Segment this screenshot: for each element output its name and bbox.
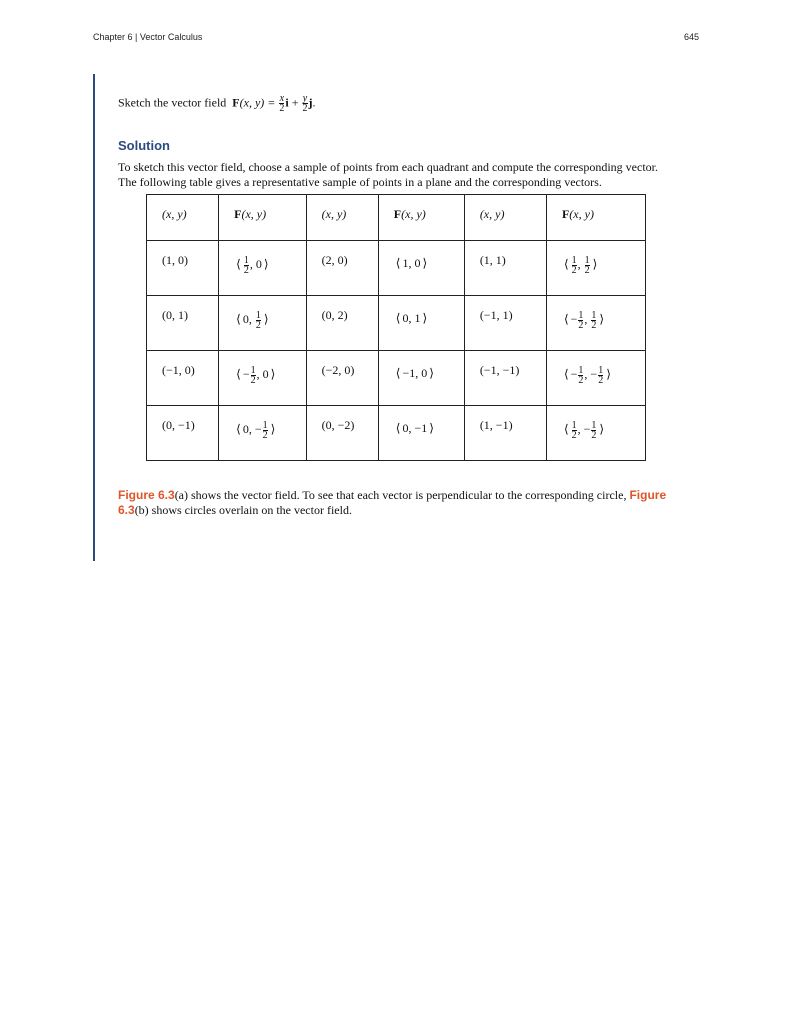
right-angle-bracket: ⟩ — [599, 422, 605, 437]
fraction-numerator: 1 — [591, 420, 597, 431]
fraction-x-over-2 — [279, 94, 284, 113]
table-header-cell — [546, 195, 645, 241]
fraction-numerator: 1 — [250, 365, 256, 376]
fraction-denominator: 2 — [591, 430, 597, 441]
fraction-denominator: 2 — [262, 430, 268, 441]
header-text: (x, y) — [321, 207, 347, 221]
left-angle-bracket: ⟨ — [236, 257, 241, 272]
point-cell — [147, 351, 219, 406]
vector-cell — [219, 406, 307, 461]
vector-value — [562, 420, 606, 441]
vector-value — [562, 310, 606, 331]
table-header-cell — [219, 195, 307, 241]
vector-sample-table — [146, 194, 646, 461]
vector-cell — [378, 241, 464, 296]
fraction-denominator: 2 — [591, 320, 597, 331]
vector-value — [234, 420, 277, 441]
fraction — [244, 256, 249, 275]
right-angle-bracket: ⟩ — [263, 312, 269, 327]
plus-sign: + — [291, 95, 299, 110]
point-cell — [306, 241, 378, 296]
right-angle-bracket: ⟩ — [606, 367, 611, 382]
left-angle-bracket: ⟨ — [236, 422, 241, 437]
left-angle-bracket: ⟨ — [395, 256, 401, 270]
vector-part-text: , − — [584, 367, 598, 382]
fraction — [598, 366, 603, 385]
table-row — [147, 296, 646, 351]
fraction-numerator: 1 — [584, 255, 590, 266]
fraction-numerator: 1 — [578, 365, 584, 376]
fraction-denominator: 2 — [279, 103, 285, 114]
table-header-cell — [306, 195, 378, 241]
point-text: (0, −1) — [162, 418, 195, 432]
point-cell — [464, 296, 546, 351]
vector-value — [394, 256, 429, 270]
left-angle-bracket: ⟨ — [563, 257, 569, 272]
fraction — [591, 421, 596, 440]
vector-value — [562, 255, 599, 276]
left-angle-bracket: ⟨ — [563, 367, 569, 382]
vector-value — [234, 255, 270, 276]
left-angle-bracket: ⟨ — [395, 366, 401, 380]
header-text: (x, y) — [162, 207, 187, 221]
right-angle-bracket: ⟩ — [270, 422, 276, 437]
vector-part-text: , 0 — [249, 257, 262, 272]
fraction-numerator: 1 — [262, 420, 268, 431]
fraction-numerator: x — [279, 93, 285, 104]
fraction — [585, 256, 590, 275]
vector-part-text: − — [570, 367, 578, 382]
right-angle-bracket: ⟩ — [599, 312, 605, 327]
figure-link-a[interactable]: Figure 6.3 — [118, 488, 175, 502]
header-field-args: (x, y) — [401, 207, 426, 221]
right-angle-bracket: ⟩ — [422, 256, 428, 270]
header-field-args: (x, y) — [569, 207, 594, 221]
vector-part-text: 0, — [242, 312, 255, 327]
vector-value — [394, 366, 436, 380]
point-text: (−1, 1) — [479, 308, 513, 322]
fraction-numerator: y — [302, 93, 308, 104]
closing-text: (a) shows the vector field. To see that each vector is perpendicular to the corresponding circle, — [174, 488, 627, 502]
point-text: (−1, 0) — [162, 363, 195, 377]
vector-part-text: 0, −1 — [402, 421, 428, 435]
vector-part-text: , − — [577, 422, 591, 437]
table-header-cell — [378, 195, 464, 241]
fraction-numerator: 1 — [598, 365, 604, 376]
table-body — [147, 241, 646, 461]
point-cell — [147, 241, 219, 296]
chapter-title: Chapter 6 | Vector Calculus — [93, 32, 203, 42]
vector-cell — [378, 351, 464, 406]
unit-vector-j: j — [308, 95, 313, 110]
fraction-denominator: 2 — [250, 375, 256, 386]
vector-cell — [546, 351, 645, 406]
fraction — [572, 421, 577, 440]
right-angle-bracket: ⟩ — [263, 257, 269, 272]
vector-part-text: , — [584, 312, 591, 327]
vector-part-text: −1, 0 — [402, 366, 428, 380]
left-angle-bracket: ⟨ — [236, 312, 241, 327]
fraction — [263, 421, 268, 440]
right-angle-bracket: ⟩ — [592, 257, 598, 272]
point-cell — [464, 406, 546, 461]
fraction-denominator: 2 — [243, 265, 249, 276]
figure-link-b[interactable]: Figure — [629, 488, 667, 502]
point-cell — [464, 241, 546, 296]
fraction — [572, 256, 577, 275]
closing-line — [118, 503, 678, 518]
table-row — [147, 406, 646, 461]
solution-intro — [118, 160, 678, 190]
fraction-denominator: 2 — [584, 265, 590, 276]
point-cell — [306, 296, 378, 351]
point-cell — [464, 351, 546, 406]
left-angle-bracket: ⟨ — [563, 422, 569, 437]
fraction-numerator: 1 — [571, 420, 577, 431]
intro-line: To sketch this vector field, choose a sample of points from each quadrant and compute the corresponding vector. — [118, 160, 658, 174]
vector-part-text: , — [577, 257, 584, 272]
intro-line: The following table gives a representative sample of points in a plane and the corresponding vectors. — [118, 175, 602, 189]
fraction — [251, 366, 256, 385]
point-text: (1, −1) — [479, 418, 513, 432]
unit-vector-i: i — [285, 95, 289, 110]
vector-value — [394, 421, 436, 435]
right-angle-bracket: ⟩ — [422, 311, 428, 325]
fraction-y-over-2 — [303, 94, 308, 113]
figure-link-b-number[interactable]: 6.3 — [118, 503, 135, 517]
point-cell — [306, 351, 378, 406]
right-angle-bracket: ⟩ — [429, 421, 434, 435]
vector-cell — [219, 296, 307, 351]
table-row — [147, 351, 646, 406]
fraction-denominator: 2 — [571, 430, 577, 441]
point-text: (0, 2) — [321, 308, 348, 322]
header-field-symbol: F — [561, 207, 570, 221]
header-field-symbol: F — [393, 207, 402, 221]
vector-cell — [219, 351, 307, 406]
vector-part-text: − — [570, 312, 578, 327]
point-text: (−1, −1) — [479, 363, 520, 377]
left-angle-bracket: ⟨ — [563, 312, 569, 327]
left-angle-bracket: ⟨ — [236, 367, 241, 382]
point-cell — [147, 406, 219, 461]
fraction-numerator: 1 — [571, 255, 577, 266]
closing-text: (b) shows circles overlain on the vector field. — [134, 503, 352, 517]
vector-cell — [378, 296, 464, 351]
fraction — [256, 311, 261, 330]
right-angle-bracket: ⟩ — [270, 367, 276, 382]
left-angle-bracket: ⟨ — [395, 311, 401, 325]
point-cell — [306, 406, 378, 461]
fraction-denominator: 2 — [571, 265, 577, 276]
table-header-cell — [464, 195, 546, 241]
fraction-denominator: 2 — [302, 103, 308, 114]
table-header-cell — [147, 195, 219, 241]
fraction — [591, 311, 596, 330]
vector-cell — [546, 241, 645, 296]
field-args: (x, y) = — [239, 95, 276, 110]
prompt-text: Sketch the vector field — [118, 95, 227, 110]
fraction-denominator: 2 — [255, 320, 261, 331]
fraction-denominator: 2 — [578, 375, 584, 386]
fraction — [578, 311, 583, 330]
fraction-numerator: 1 — [255, 310, 261, 321]
vector-cell — [219, 241, 307, 296]
vector-cell — [378, 406, 464, 461]
point-text: (0, 1) — [162, 308, 188, 322]
point-text: (0, −2) — [321, 418, 355, 432]
vector-value — [562, 365, 613, 386]
fraction-numerator: 1 — [591, 310, 597, 321]
fraction-denominator: 2 — [598, 375, 604, 386]
fraction — [578, 366, 583, 385]
vector-value — [394, 311, 429, 325]
point-cell — [147, 296, 219, 351]
fraction-numerator: 1 — [243, 255, 249, 266]
table-row — [147, 241, 646, 296]
vector-cell — [546, 296, 645, 351]
header-text: (x, y) — [479, 207, 505, 221]
point-text: (−2, 0) — [321, 363, 355, 377]
fraction-numerator: 1 — [578, 310, 584, 321]
running-header — [93, 32, 699, 42]
page-number: 645 — [683, 32, 699, 42]
point-text: (1, 0) — [162, 253, 188, 267]
field-symbol: F — [232, 95, 240, 110]
vector-cell — [546, 406, 645, 461]
figure-reference-paragraph — [118, 488, 678, 518]
vector-part-text: − — [242, 367, 250, 382]
header-field-symbol: F — [234, 207, 242, 221]
solution-heading: Solution — [118, 138, 170, 153]
right-angle-bracket: ⟩ — [429, 366, 434, 380]
point-text: (2, 0) — [321, 253, 348, 267]
example-side-rule — [93, 74, 95, 561]
vector-part-text: 0, − — [242, 422, 262, 437]
vector-value — [234, 365, 277, 386]
closing-line — [118, 488, 678, 503]
period: . — [312, 95, 316, 110]
left-angle-bracket: ⟨ — [395, 421, 401, 435]
header-field-args: (x, y) — [241, 207, 267, 221]
vector-part-text: 1, 0 — [402, 256, 421, 270]
vector-part-text: , 0 — [256, 367, 269, 382]
table-header-row — [147, 195, 646, 241]
problem-statement — [118, 94, 316, 113]
vector-part-text: 0, 1 — [402, 311, 421, 325]
vector-value — [234, 310, 270, 331]
fraction-denominator: 2 — [578, 320, 584, 331]
point-text: (1, 1) — [479, 253, 506, 267]
